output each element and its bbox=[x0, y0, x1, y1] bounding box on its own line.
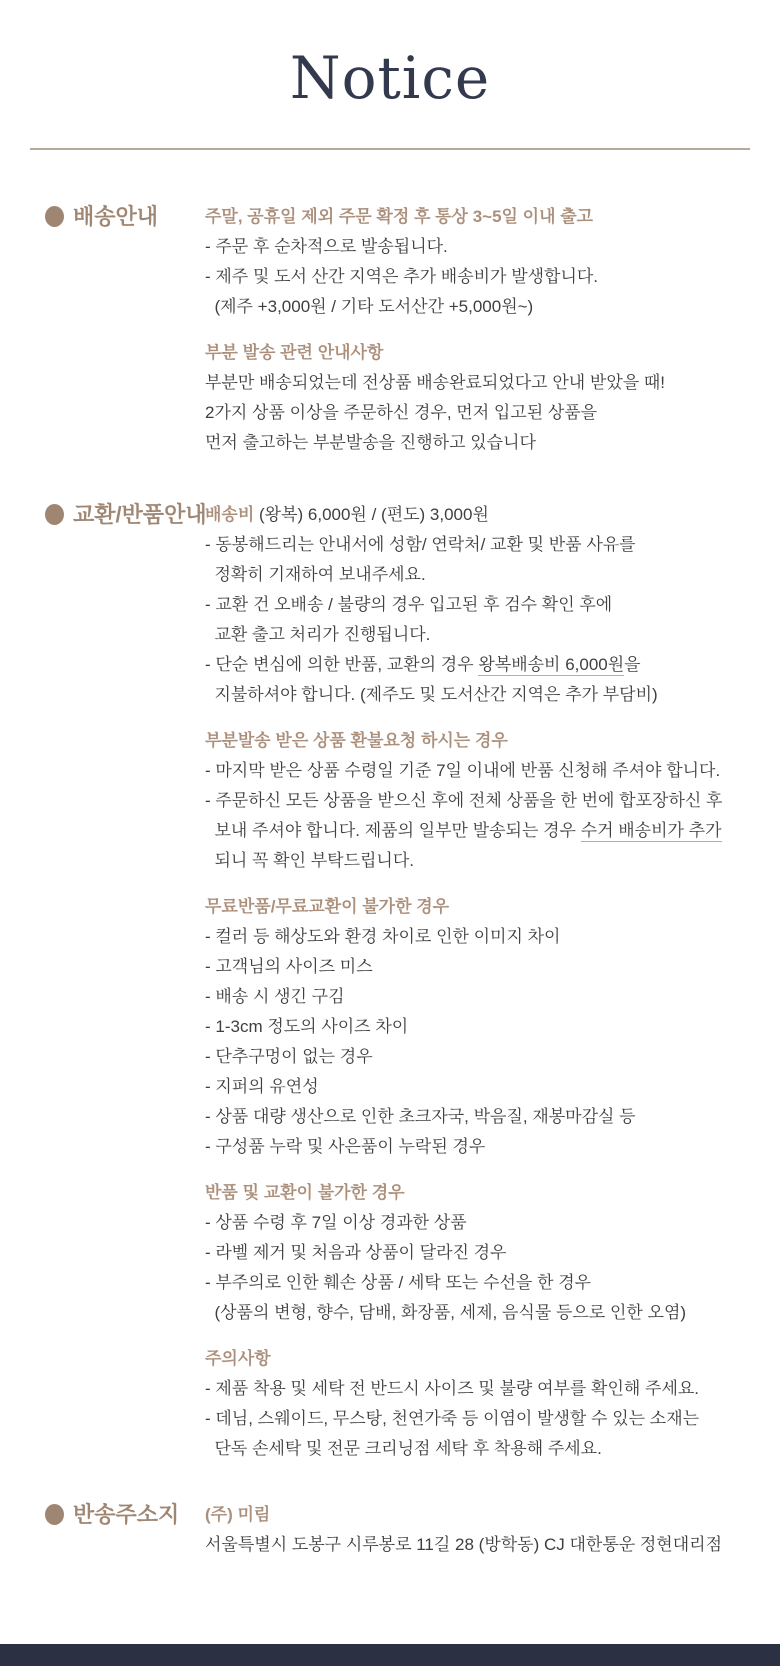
exchange-no-free-block bbox=[205, 892, 780, 1162]
shipping-partial-block bbox=[205, 338, 780, 458]
caution-heading: 주의사항 bbox=[205, 1349, 271, 1368]
section-label-exchange bbox=[0, 500, 205, 530]
footer-bar bbox=[0, 1644, 780, 1666]
underlined-text: 왕복배송비 6,000원 bbox=[478, 655, 625, 674]
notice-line: 지불하셔야 합니다. (제주도 및 도서산간 지역은 추가 부담비) bbox=[205, 685, 658, 704]
notice-line: - 제주 및 도서 산간 지역은 추가 배송비가 발생합니다. bbox=[205, 267, 599, 286]
underlined-text: 수거 배송비가 추가 bbox=[580, 821, 722, 840]
section-exchange bbox=[0, 500, 780, 1464]
notice-line: 부분만 배송되었는데 전상품 배송완료되었다고 안내 받았을 때! bbox=[205, 373, 666, 392]
title-divider bbox=[30, 148, 750, 150]
notice-line: - 주문하신 모든 상품을 받으신 후에 전체 상품을 한 번에 합포장하신 후 bbox=[205, 791, 723, 810]
notice-line: - 라벨 제거 및 처음과 상품이 달라진 경우 bbox=[205, 1243, 507, 1262]
return-address-line: 서울특별시 도봉구 시루봉로 11길 28 (방학동) CJ 대한통운 정현대리점 bbox=[205, 1535, 722, 1554]
return-company-name: (주) 미림 bbox=[205, 1505, 271, 1524]
notice-line: - 교환 건 오배송 / 불량의 경우 입고된 후 검수 확인 후에 bbox=[205, 595, 613, 614]
notice-line: 정확히 기재하여 보내주세요. bbox=[205, 565, 426, 584]
not-allowed-heading: 반품 및 교환이 불가한 경우 bbox=[205, 1183, 405, 1202]
notice-line: - 동봉해드리는 안내서에 성함/ 연락처/ 교환 및 반품 사유를 bbox=[205, 535, 636, 554]
notice-line: - 상품 수령 후 7일 이상 경과한 상품 bbox=[205, 1213, 467, 1232]
section-return-address bbox=[0, 1500, 780, 1560]
exchange-partial-refund-block bbox=[205, 726, 780, 876]
page-title: Notice bbox=[289, 44, 491, 112]
notice-line: 되니 꼭 확인 부탁드립니다. bbox=[205, 851, 414, 870]
exchange-fee-line bbox=[205, 500, 780, 530]
notice-line: 2가지 상품 이상을 주문하신 경우, 먼저 입고된 상품을 bbox=[205, 403, 598, 422]
notice-line: (제주 +3,000원 / 기타 도서산간 +5,000원~) bbox=[205, 297, 534, 316]
notice-line: - 배송 시 생긴 구김 bbox=[205, 987, 345, 1006]
notice-line: 단독 손세탁 및 전문 크리닝점 세탁 후 착용해 주세요. bbox=[205, 1439, 602, 1458]
section-label-text: 반송주소지 bbox=[73, 1502, 180, 1527]
section-shipping bbox=[0, 202, 780, 458]
notice-line: - 부주의로 인한 훼손 상품 / 세탁 또는 수선을 한 경우 bbox=[205, 1273, 592, 1292]
notice-line-underlined bbox=[205, 650, 780, 680]
pre-text: - 단순 변심에 의한 반품, 교환의 경우 bbox=[205, 655, 479, 674]
exchange-fee-rest: (왕복) 6,000원 / (편도) 3,000원 bbox=[254, 505, 489, 524]
notice-line-underlined bbox=[205, 816, 780, 846]
notice-line: - 지퍼의 유연성 bbox=[205, 1077, 319, 1096]
notice-line: - 제품 착용 및 세탁 전 반드시 사이즈 및 불량 여부를 확인해 주세요. bbox=[205, 1379, 700, 1398]
notice-line: 먼저 출고하는 부분발송을 진행하고 있습니다 bbox=[205, 433, 536, 452]
notice-line: - 구성품 누락 및 사은품이 누락된 경우 bbox=[205, 1137, 486, 1156]
notice-line: - 고객님의 사이즈 미스 bbox=[205, 957, 373, 976]
exchange-caution-block bbox=[205, 1344, 780, 1464]
exchange-not-allowed-block bbox=[205, 1178, 780, 1328]
section-label-shipping bbox=[0, 202, 205, 232]
notice-line: - 주문 후 순차적으로 발송됩니다. bbox=[205, 237, 448, 256]
shipping-intro-block bbox=[205, 202, 780, 322]
bullet-icon bbox=[45, 1504, 64, 1525]
bullet-icon bbox=[45, 206, 64, 227]
exchange-fee-lead: 배송비 bbox=[205, 505, 255, 524]
section-content-shipping bbox=[205, 202, 780, 458]
notice-line: - 1-3cm 정도의 사이즈 차이 bbox=[205, 1017, 409, 1036]
bullet-icon bbox=[45, 504, 64, 525]
section-label-return-address bbox=[0, 1500, 205, 1530]
no-free-heading: 무료반품/무료교환이 불가한 경우 bbox=[205, 897, 450, 916]
notice-line: - 컬러 등 해상도와 환경 차이로 인한 이미지 차이 bbox=[205, 927, 561, 946]
section-label-text: 배송안내 bbox=[73, 204, 159, 229]
notice-line: (상품의 변형, 향수, 담배, 화장품, 세제, 음식물 등으로 인한 오염) bbox=[205, 1303, 687, 1322]
notice-line: 교환 출고 처리가 진행됩니다. bbox=[205, 625, 431, 644]
shipping-intro-heading: 주말, 공휴일 제외 주문 확정 후 통상 3~5일 이내 출고 bbox=[205, 207, 594, 226]
section-content-exchange bbox=[205, 500, 780, 1464]
post-text: 을 bbox=[624, 655, 641, 674]
section-label-text: 교환/반품안내 bbox=[73, 502, 207, 527]
notice-line: - 상품 대량 생산으로 인한 초크자국, 박음질, 재봉마감실 등 bbox=[205, 1107, 636, 1126]
exchange-fee-block bbox=[205, 500, 780, 710]
shipping-partial-heading: 부분 발송 관련 안내사항 bbox=[205, 343, 384, 362]
return-address-block bbox=[205, 1500, 780, 1560]
notice-line: - 단추구멍이 없는 경우 bbox=[205, 1047, 373, 1066]
section-content-return-address bbox=[205, 1500, 780, 1560]
notice-line: - 마지막 받은 상품 수령일 기준 7일 이내에 반품 신청해 주셔야 합니다. bbox=[205, 761, 721, 780]
pre-text: 보내 주셔야 합니다. 제품의 일부만 발송되는 경우 bbox=[205, 821, 581, 840]
notice-line: - 데님, 스웨이드, 무스탕, 천연가죽 등 이염이 발생할 수 있는 소재는 bbox=[205, 1409, 700, 1428]
partial-refund-heading: 부분발송 받은 상품 환불요청 하시는 경우 bbox=[205, 731, 508, 750]
